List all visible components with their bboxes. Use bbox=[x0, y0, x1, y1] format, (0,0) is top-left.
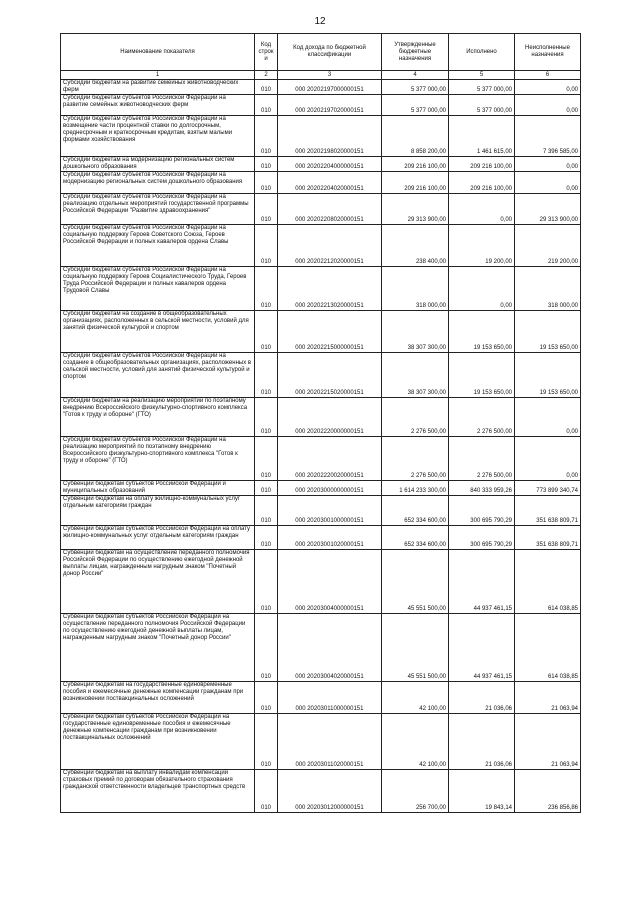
row-income-code: 000 20202198020000151 bbox=[278, 116, 382, 157]
header-line-code: Код строк и bbox=[255, 34, 278, 71]
row-income-code: 000 20202220020000151 bbox=[278, 437, 382, 481]
row-name: Субсидии бюджетам на развитие семейных животноводческих ферм bbox=[61, 80, 255, 95]
row-executed: 1 461 615,00 bbox=[449, 116, 515, 157]
row-name: Субвенции бюджетам субъектов Российской Федерации и муниципальных образований bbox=[61, 481, 255, 496]
row-unexecuted: 7 396 585,00 bbox=[515, 116, 581, 157]
row-executed: 19 200,00 bbox=[449, 225, 515, 267]
row-approved: 42 100,00 bbox=[382, 714, 449, 770]
row-unexecuted: 0,00 bbox=[515, 80, 581, 95]
table-row bbox=[61, 714, 581, 770]
row-name: Субсидии бюджетам субъектов Российской Федерации на возмещение части процентной ставки по долгосрочным, среднесрочным и краткосрочным кредитам, взятым малыми формами хозяйствования bbox=[61, 116, 255, 157]
row-unexecuted: 219 200,00 bbox=[515, 225, 581, 267]
row-unexecuted: 21 063,94 bbox=[515, 682, 581, 714]
row-unexecuted: 0,00 bbox=[515, 95, 581, 116]
column-number: 1 bbox=[61, 71, 255, 80]
row-executed: 209 216 100,00 bbox=[449, 172, 515, 194]
row-approved: 256 700,00 bbox=[382, 770, 449, 813]
row-name: Субвенции бюджетам на государственные единовременные пособия и ежемесячные денежные компенсации гражданам при возникновении поствакцинальных осложнений bbox=[61, 682, 255, 714]
row-name: Субсидии бюджетам субъектов Российской Федерации на социальную поддержку Героев Социалистического Труда, Героев Труда Российской Федерации и полных кавалеров ордена Трудовой Славы bbox=[61, 267, 255, 311]
table-row bbox=[61, 353, 581, 398]
row-executed: 44 937 461,15 bbox=[449, 614, 515, 682]
row-approved: 5 377 000,00 bbox=[382, 95, 449, 116]
row-approved: 209 216 100,00 bbox=[382, 172, 449, 194]
table-header-row bbox=[61, 34, 581, 71]
row-unexecuted: 21 063,94 bbox=[515, 714, 581, 770]
table-row bbox=[61, 770, 581, 813]
column-number: 3 bbox=[278, 71, 382, 80]
row-approved: 45 551 500,00 bbox=[382, 550, 449, 614]
table-row bbox=[61, 80, 581, 95]
row-income-code: 000 20203000000000151 bbox=[278, 481, 382, 496]
row-unexecuted: 236 856,86 bbox=[515, 770, 581, 813]
row-name: Субсидии бюджетам на создание в общеобразовательных организациях, расположенных в сельской местности, условий для занятий физической культурой и спортом bbox=[61, 311, 255, 353]
row-approved: 2 276 500,00 bbox=[382, 437, 449, 481]
row-unexecuted: 773 899 340,74 bbox=[515, 481, 581, 496]
row-unexecuted: 614 038,85 bbox=[515, 550, 581, 614]
row-executed: 21 036,06 bbox=[449, 714, 515, 770]
row-approved: 318 000,00 bbox=[382, 267, 449, 311]
header-indicator-name: Наименование показателя bbox=[61, 34, 255, 71]
row-line-code: 010 bbox=[255, 496, 278, 526]
table-row bbox=[61, 614, 581, 682]
row-executed: 19 153 650,00 bbox=[449, 311, 515, 353]
row-income-code: 000 20203011000000151 bbox=[278, 682, 382, 714]
row-name: Субсидии бюджетам на реализацию мероприятий по поэтапному внедрению Всероссийского физкультурно-спортивного комплекса "Готов к труду и обороне" (ГТО) bbox=[61, 398, 255, 437]
column-number: 2 bbox=[255, 71, 278, 80]
row-approved: 38 307 300,00 bbox=[382, 311, 449, 353]
column-number-row bbox=[61, 71, 581, 80]
row-name: Субсидии бюджетам субъектов Российской Федерации на модернизацию региональных систем дошкольного образования bbox=[61, 172, 255, 194]
row-executed: 840 333 959,26 bbox=[449, 481, 515, 496]
row-executed: 300 695 790,29 bbox=[449, 526, 515, 550]
row-name: Субвенции бюджетам на выплату инвалидам компенсаций страховых премий по договорам обязательного страхования гражданской ответственности владельцев транспортных средств bbox=[61, 770, 255, 813]
row-name: Субвенции бюджетам на осуществление переданного полномочия Российской Федерации по осуществлению ежегодной денежной выплаты лицам, награжденным нагрудным знаком "Почетный донор России" bbox=[61, 550, 255, 614]
row-executed: 44 937 461,15 bbox=[449, 550, 515, 614]
table-row bbox=[61, 481, 581, 496]
column-number: 5 bbox=[449, 71, 515, 80]
row-approved: 45 551 500,00 bbox=[382, 614, 449, 682]
row-name: Субсидии бюджетам субъектов Российской Федерации на реализацию мероприятий по поэтапному внедрению Всероссийского физкультурно-спортивного комплекса "Готов к труду и обороне" (ГТО) bbox=[61, 437, 255, 481]
row-line-code: 010 bbox=[255, 225, 278, 267]
row-line-code: 010 bbox=[255, 714, 278, 770]
row-executed: 5 377 000,00 bbox=[449, 95, 515, 116]
row-line-code: 010 bbox=[255, 550, 278, 614]
row-executed: 209 216 100,00 bbox=[449, 157, 515, 172]
row-line-code: 010 bbox=[255, 80, 278, 95]
row-executed: 19 153 650,00 bbox=[449, 353, 515, 398]
row-income-code: 000 20202215020000151 bbox=[278, 353, 382, 398]
row-approved: 38 307 300,00 bbox=[382, 353, 449, 398]
table-row bbox=[61, 225, 581, 267]
row-income-code: 000 20203011020000151 bbox=[278, 714, 382, 770]
table-row bbox=[61, 194, 581, 225]
row-income-code: 000 20202212020000151 bbox=[278, 225, 382, 267]
table-row bbox=[61, 526, 581, 550]
row-unexecuted: 351 638 809,71 bbox=[515, 496, 581, 526]
table-row bbox=[61, 95, 581, 116]
row-unexecuted: 29 313 900,00 bbox=[515, 194, 581, 225]
header-income-code: Код дохода по бюджетной классификации bbox=[278, 34, 382, 71]
row-executed: 0,00 bbox=[449, 194, 515, 225]
row-unexecuted: 614 038,85 bbox=[515, 614, 581, 682]
row-income-code: 000 20202215000000151 bbox=[278, 311, 382, 353]
row-executed: 2 276 500,00 bbox=[449, 398, 515, 437]
row-unexecuted: 0,00 bbox=[515, 157, 581, 172]
page-number: 12 bbox=[314, 16, 326, 27]
header-executed: Исполнено bbox=[449, 34, 515, 71]
row-name: Субсидии бюджетам субъектов Российской Федерации на социальную поддержку Героев Советского Союза, Героев Российской Федерации и полных кавалеров ордена Славы bbox=[61, 225, 255, 267]
row-approved: 8 858 200,00 bbox=[382, 116, 449, 157]
row-income-code: 000 20202213020000151 bbox=[278, 267, 382, 311]
row-line-code: 010 bbox=[255, 526, 278, 550]
row-approved: 652 334 600,00 bbox=[382, 526, 449, 550]
row-line-code: 010 bbox=[255, 172, 278, 194]
row-executed: 2 276 500,00 bbox=[449, 437, 515, 481]
row-unexecuted: 19 153 650,00 bbox=[515, 353, 581, 398]
row-approved: 42 100,00 bbox=[382, 682, 449, 714]
row-name: Субсидии бюджетам на модернизацию региональных систем дошкольного образования bbox=[61, 157, 255, 172]
row-executed: 5 377 000,00 bbox=[449, 80, 515, 95]
row-name: Субсидии бюджетам субъектов Российской Федерации на создание в общеобразовательных организациях, расположенных в сельской местности, условий для занятий физической культурой и спортом bbox=[61, 353, 255, 398]
row-line-code: 010 bbox=[255, 116, 278, 157]
row-unexecuted: 0,00 bbox=[515, 437, 581, 481]
row-line-code: 010 bbox=[255, 194, 278, 225]
row-name: Субсидии бюджетам субъектов Российской Федерации на реализацию отдельных мероприятий государственной программы Российской Федерации "Развитие здравоохранения" bbox=[61, 194, 255, 225]
row-name: Субвенции бюджетам субъектов Российской Федерации на государственные единовременные пособия и ежемесячные денежные компенсации гражданам при возникновении поствакцинальных осложнений bbox=[61, 714, 255, 770]
row-approved: 29 313 900,00 bbox=[382, 194, 449, 225]
row-income-code: 000 20203001020000151 bbox=[278, 526, 382, 550]
row-line-code: 010 bbox=[255, 398, 278, 437]
row-line-code: 010 bbox=[255, 267, 278, 311]
row-line-code: 010 bbox=[255, 157, 278, 172]
table-row bbox=[61, 267, 581, 311]
row-line-code: 010 bbox=[255, 481, 278, 496]
row-name: Субсидии бюджетам субъектов Российской Федерации на развитие семейных животноводческих ферм bbox=[61, 95, 255, 116]
column-number: 4 bbox=[382, 71, 449, 80]
row-unexecuted: 0,00 bbox=[515, 398, 581, 437]
row-income-code: 000 20202197020000151 bbox=[278, 95, 382, 116]
table-row bbox=[61, 116, 581, 157]
row-line-code: 010 bbox=[255, 353, 278, 398]
row-income-code: 000 20203004000000151 bbox=[278, 550, 382, 614]
row-income-code: 000 20203001000000151 bbox=[278, 496, 382, 526]
row-approved: 209 216 100,00 bbox=[382, 157, 449, 172]
row-executed: 300 695 790,29 bbox=[449, 496, 515, 526]
row-executed: 19 843,14 bbox=[449, 770, 515, 813]
row-income-code: 000 20203004020000151 bbox=[278, 614, 382, 682]
row-name: Субвенции бюджетам на оплату жилищно-коммунальных услуг отдельным категориям граждан bbox=[61, 496, 255, 526]
row-unexecuted: 351 638 809,71 bbox=[515, 526, 581, 550]
table-row bbox=[61, 172, 581, 194]
row-income-code: 000 20202204020000151 bbox=[278, 172, 382, 194]
row-income-code: 000 20202220000000151 bbox=[278, 398, 382, 437]
row-approved: 652 334 600,00 bbox=[382, 496, 449, 526]
row-executed: 0,00 bbox=[449, 267, 515, 311]
budget-execution-table bbox=[60, 33, 581, 813]
row-executed: 21 036,06 bbox=[449, 682, 515, 714]
row-line-code: 010 bbox=[255, 95, 278, 116]
table-row bbox=[61, 398, 581, 437]
row-line-code: 010 bbox=[255, 437, 278, 481]
table-row bbox=[61, 437, 581, 481]
row-approved: 2 276 500,00 bbox=[382, 398, 449, 437]
table-row bbox=[61, 496, 581, 526]
row-unexecuted: 0,00 bbox=[515, 172, 581, 194]
table-row bbox=[61, 311, 581, 353]
table-row bbox=[61, 157, 581, 172]
column-number: 6 bbox=[515, 71, 581, 80]
row-approved: 238 400,00 bbox=[382, 225, 449, 267]
row-income-code: 000 20202204000000151 bbox=[278, 157, 382, 172]
header-approved: Утвержденные бюджетные назначения bbox=[382, 34, 449, 71]
row-income-code: 000 20202208020000151 bbox=[278, 194, 382, 225]
row-income-code: 000 20203012000000151 bbox=[278, 770, 382, 813]
row-line-code: 010 bbox=[255, 311, 278, 353]
table-row bbox=[61, 682, 581, 714]
header-unexecuted: Неисполненные назначения bbox=[515, 34, 581, 71]
row-line-code: 010 bbox=[255, 682, 278, 714]
row-approved: 5 377 000,00 bbox=[382, 80, 449, 95]
table-row bbox=[61, 550, 581, 614]
row-line-code: 010 bbox=[255, 770, 278, 813]
row-approved: 1 614 233 300,00 bbox=[382, 481, 449, 496]
row-unexecuted: 318 000,00 bbox=[515, 267, 581, 311]
row-name: Субвенции бюджетам субъектов Российской Федерации на осуществление переданного полномочия Российской Федерации по осуществлению ежегодной денежной выплаты лицам, награжденным нагрудным знаком "Почетный донор России" bbox=[61, 614, 255, 682]
row-income-code: 000 20202197000000151 bbox=[278, 80, 382, 95]
row-unexecuted: 19 153 650,00 bbox=[515, 311, 581, 353]
row-line-code: 010 bbox=[255, 614, 278, 682]
row-name: Субвенции бюджетам субъектов Российской Федерации на оплату жилищно-коммунальных услуг отдельным категориям граждан bbox=[61, 526, 255, 550]
